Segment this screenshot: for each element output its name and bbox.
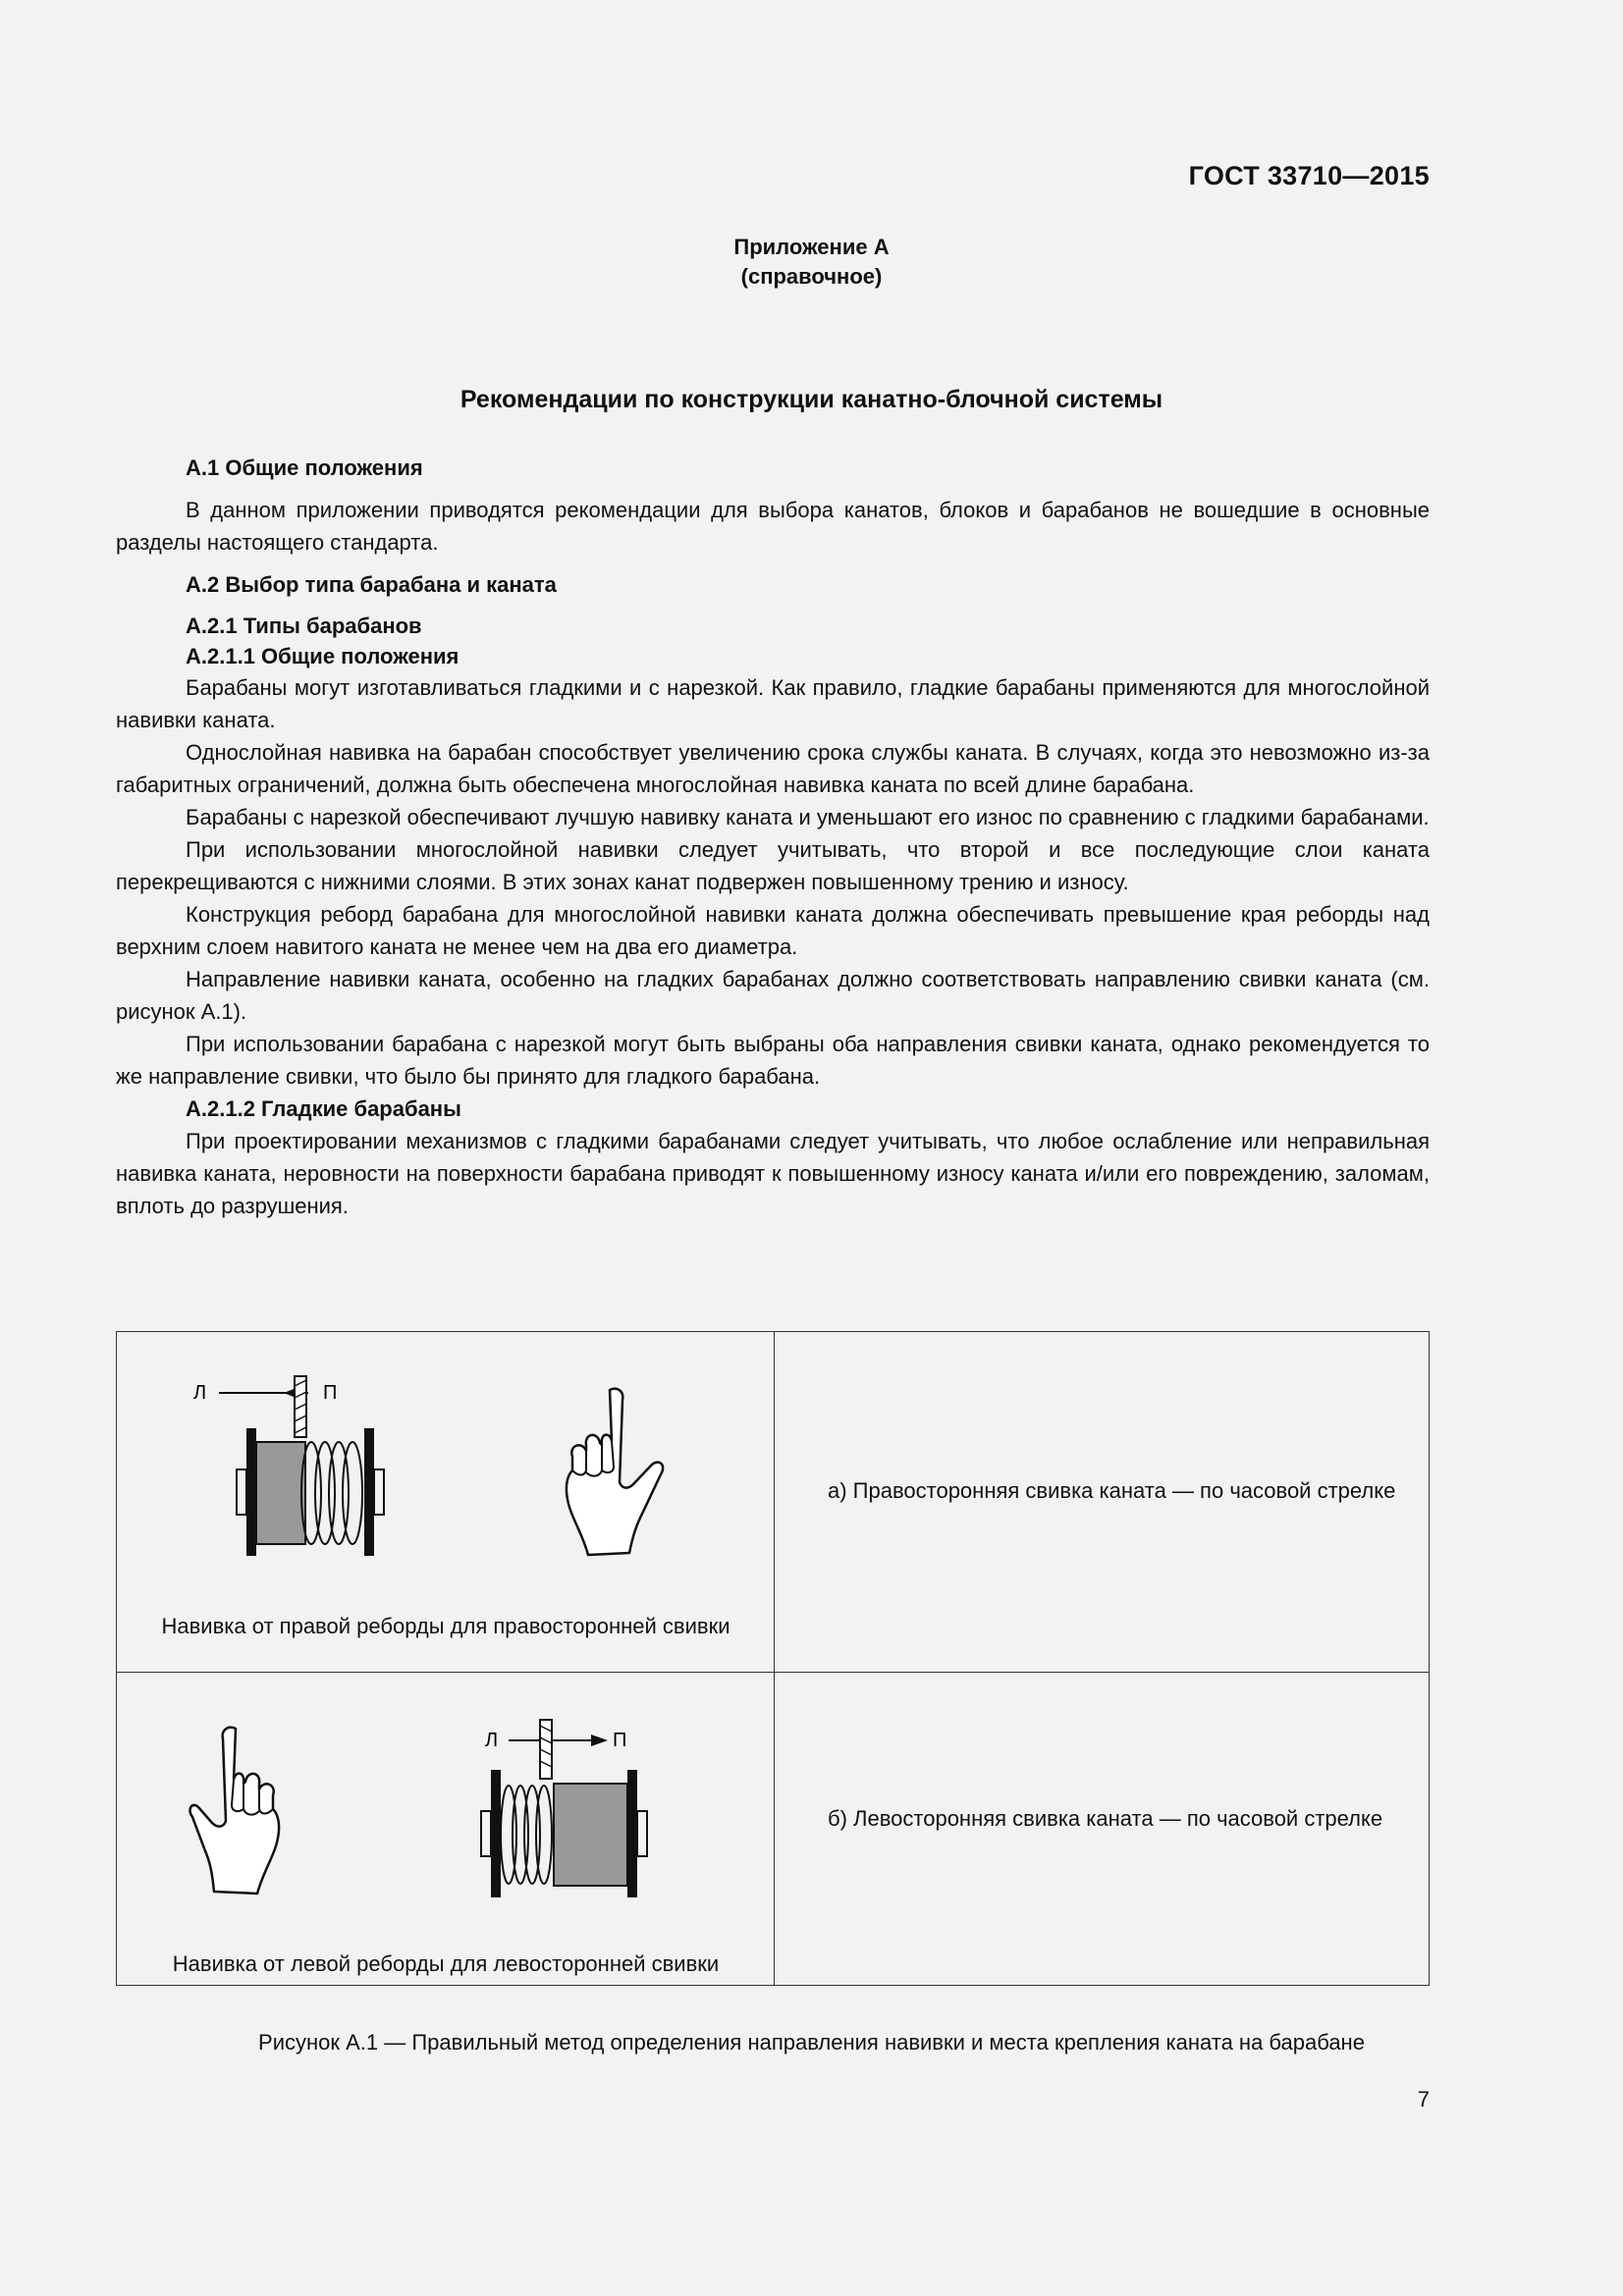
paragraph: При проектировании механизмов с гладкими барабанами следует учитывать, что любое ослабление или неправильная навивка каната, неровности на поверхности барабана приводят к повышенному износу каната и/или его повреждению, заломам, вплоть до разрушения. — [116, 1129, 1430, 1218]
paragraph: При использовании барабана с нарезкой могут быть выбраны оба направления свивки каната, однако рекомендуется то же направление свивки, что было бы принято для гладкого барабана. — [116, 1032, 1430, 1089]
drum-right-wound-diagram — [186, 1371, 372, 1568]
section-a212-heading: А.2.1.2 Гладкие барабаны — [186, 1096, 461, 1121]
page-number: 7 — [1417, 2087, 1430, 2111]
paragraph: При использовании многослойной навивки следует учитывать, что второй и все последующие слои каната перекрещиваются с нижними слоями. В этих зонах канат подвержен повышенному трению и износу. — [116, 837, 1430, 894]
row1-description: а) Правосторонняя свивка каната — по часовой стрелке — [828, 1478, 1396, 1503]
direction-label-left: Л — [193, 1382, 207, 1404]
paragraph: Барабаны с нарезкой обеспечивают лучшую навивку каната и уменьшают его износ по сравнению с гладкими барабанами. — [186, 805, 1430, 829]
figure-caption: Рисунок А.1 — Правильный метод определения направления навивки и места крепления каната на барабане — [258, 2030, 1365, 2055]
standard-code: ГОСТ 33710—2015 — [1188, 161, 1430, 190]
paragraph: Однослойная навивка на барабан способствует увеличению срока службы каната. В случаях, когда это невозможно из-за габаритных ограничений, должна быть обеспечена многослойная навивка каната по всей длине барабана. — [116, 740, 1430, 797]
section-a21-heading: А.2.1 Типы барабанов — [186, 614, 422, 638]
row2-description: б) Левосторонняя свивка каната — по часовой стрелке — [828, 1806, 1383, 1831]
drum-left-wound-diagram — [485, 1715, 711, 1911]
body-text — [116, 452, 1430, 1222]
section-a1-text: В данном приложении приводятся рекомендации для выбора канатов, блоков и барабанов не вошедшие в основные разделы настоящего стандарта. — [116, 498, 1430, 555]
section-a211-heading: А.2.1.1 Общие положения — [186, 644, 460, 668]
paragraph: Барабаны могут изготавливаться гладкими и с нарезкой. Как правило, гладкие барабаны применяются для многослойной навивки каната. — [116, 675, 1430, 732]
appendix-subtitle: (справочное) — [740, 264, 883, 289]
figure-table — [116, 1331, 1430, 1986]
section-a2-heading: А.2 Выбор типа барабана и каната — [186, 572, 557, 597]
left-hand-icon — [190, 1725, 338, 1941]
direction-label-left: Л — [485, 1730, 499, 1751]
document-title: Рекомендации по конструкции канатно-блочной системы — [460, 386, 1163, 413]
row1-caption: Навивка от правой реборды для правосторонней свивки — [161, 1614, 730, 1638]
table-divider-vertical — [774, 1332, 775, 1985]
appendix-title: Приложение А — [733, 235, 890, 259]
direction-label-right: П — [323, 1382, 338, 1404]
paragraph: Направление навивки каната, особенно на гладких барабанах должно соответствовать направлению свивки каната (см. рисунок А.1). — [116, 967, 1430, 1024]
row2-caption: Навивка от левой реборды для левосторонней свивки — [172, 1951, 720, 1976]
table-divider-horizontal — [117, 1672, 1429, 1673]
paragraph: Конструкция реборд барабана для многослойной навивки каната должна обеспечивать превышение края реборды над верхним слоем навитого каната не менее чем на два его диаметра. — [116, 902, 1430, 959]
section-a1-heading: А.1 Общие положения — [186, 455, 423, 480]
direction-label-right: П — [613, 1730, 627, 1751]
right-hand-icon — [549, 1386, 696, 1602]
